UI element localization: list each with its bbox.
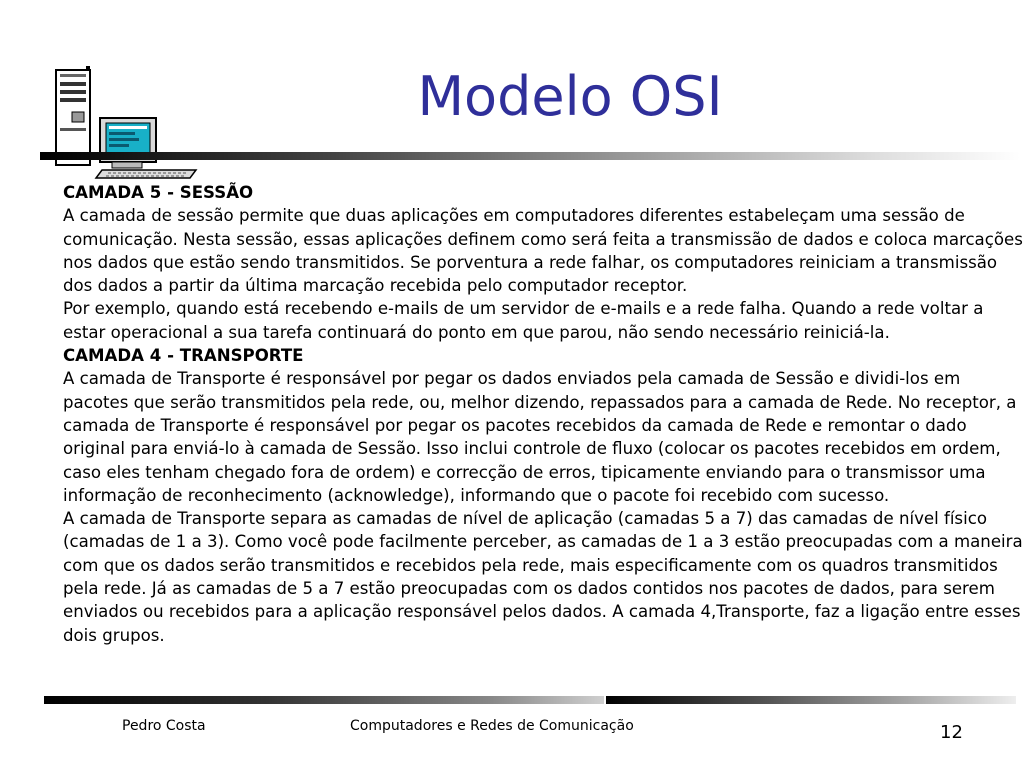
paragraph: A camada de Transporte separa as camadas de nível de aplicação (camadas 5 a 7) das camadas de nível físico (camadas de 1 a 3). Como você pode facilmente perceber, as camadas de 1 a 3 estão preocupadas com a maneira com que os dados serão transmitidos e recebidos pela rede, mais especificamente com os quadros transmitidos pela rede. Já as camadas de 5 a 7 estão preocupadas com os dados contidos nos pacotes de dados, para serem enviados ou recebidos para a aplicação responsável pelos dados. A camada 4,Transporte, faz a ligação entre esses dois grupos. — [63, 509, 1023, 645]
title-divider — [40, 152, 1020, 160]
paragraph: A camada de sessão permite que duas aplicações em computadores diferentes estabeleçam uma sessão de comunicação. Nesta sessão, essas aplicações definem como será feita a transmissão de dados e coloca marcações nos dados que estão sendo transmitidos. Se porventura a rede falhar, os computadores reiniciam a transmissão dos dados a partir da última marcação recebida pelo computador receptor. — [63, 206, 1023, 296]
footer-divider-left — [44, 696, 604, 704]
slide-body — [63, 181, 1023, 647]
footer-author: Pedro Costa — [122, 718, 206, 734]
footer-divider-right — [606, 696, 1016, 704]
paragraph: A camada de Transporte é responsável por pegar os dados enviados pela camada de Sessão e dividi-los em pacotes que serão transmitidos pela rede, ou, melhor dizendo, repassados para a camada de Rede. No receptor, a camada de Transporte é responsável por pegar os pacotes recebidos da camada de Rede e remontar o dado original para enviá-lo à camada de Sessão. Isso inclui controle de fluxo (colocar os pacotes recebidos em ordem, caso eles tenham chegado fora de ordem) e correcção de erros, tipicamente enviando para o transmissor uma informação de reconhecimento (acknowledge), informando que o pacote foi recebido com sucesso. — [63, 369, 1017, 505]
paragraph: Por exemplo, quando está recebendo e-mails de um servidor de e-mails e a rede falha. Quando a rede voltar a estar operacional a sua tarefa continuará do ponto em que parou, não sendo necessário reiniciá-la. — [63, 299, 984, 342]
section-heading: CAMADA 4 - TRANSPORTE — [63, 346, 304, 366]
page-number: 12 — [940, 722, 963, 743]
computer-icon — [50, 60, 200, 180]
slide-title: Modelo OSI — [417, 65, 723, 128]
section-heading: CAMADA 5 - SESSÃO — [63, 183, 254, 202]
footer-course: Computadores e Redes de Comunicação — [350, 718, 634, 734]
